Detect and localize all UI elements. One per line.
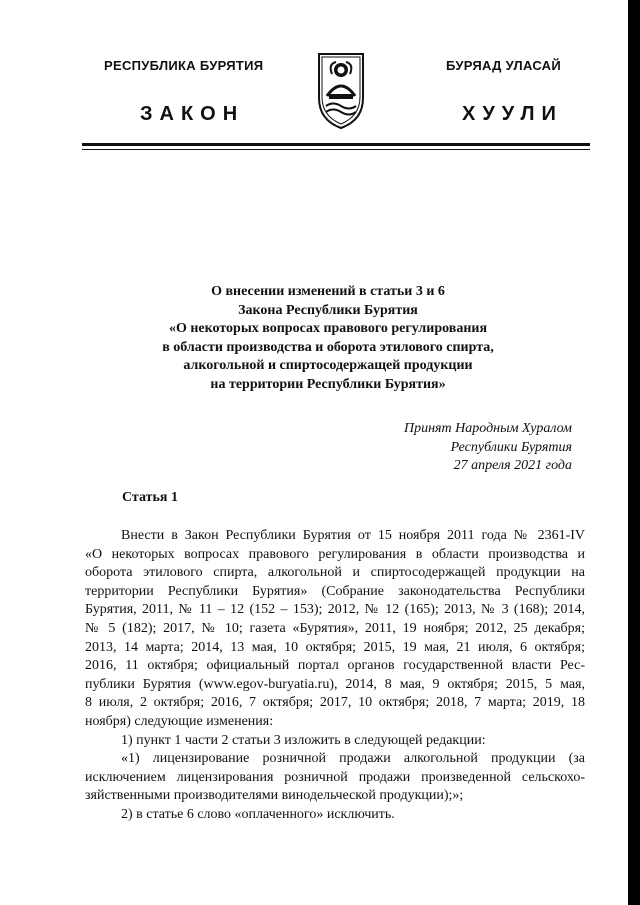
body-line: Бурятия, 2011, № 11 – 12 (152 – 153); 2012, № 12 (165); 2013, № 3 (168); 2014,: [85, 602, 585, 618]
title-line: О внесении изменений в статьи 3 и 6: [211, 284, 445, 299]
body-line: «О некоторых вопросах правового регулирования в области производства и: [85, 546, 585, 562]
law-heading-russian: ЗАКОН: [140, 103, 245, 125]
title-line: Закона Республики Бурятия: [238, 302, 418, 318]
buryatia-coat-of-arms-icon: [316, 50, 366, 132]
body-line: Внести в Закон Республики Бурятия от 15 ноября 2011 года № 2361-IV: [121, 528, 585, 543]
article-heading: Статья 1: [122, 490, 178, 505]
header-divider-thin: [82, 149, 590, 150]
body-line: 2016, 11 октября; официальный портал органов государственной власти Рес-: [85, 658, 585, 674]
body-line: ноября) следующие изменения:: [85, 713, 274, 729]
adoption-note: [404, 420, 572, 476]
body-line: № 5 (182); 2017, № 10; газета «Бурятия», 2011, 19 ноября; 2012, 25 декабря;: [85, 620, 585, 636]
title-line: в области производства и оборота этилового спирта,: [162, 339, 494, 355]
title-line: «О некоторых вопросах правового регулирования: [168, 321, 488, 336]
title-line: алкогольной и спиртосодержащей продукции: [183, 358, 473, 373]
law-title: [100, 283, 556, 394]
body-line: зяйственными производителями винодельческой продукции);»;: [85, 788, 464, 804]
body-line: публики Бурятия (www.egov-buryatia.ru), 2014, 8 мая, 9 октября; 2015, 5 мая,: [85, 676, 585, 692]
republic-name-russian: РЕСПУБЛИКА БУРЯТИЯ: [104, 58, 264, 73]
body-line: оборота этилового спирта, алкогольной и спиртосодержащей продукции на: [85, 565, 585, 581]
body-line: «1) лицензирование розничной продажи алкогольной продукции (за: [121, 751, 585, 767]
body-line: 2013, 14 марта; 2014, 13 мая, 10 октября; 2015, 19 мая, 21 июля, 6 октября;: [85, 639, 585, 655]
body-line: территории Республики Бурятия» (Собрание законодательства Республики: [85, 583, 585, 599]
scan-edge: [628, 0, 640, 905]
republic-name-buryat: БУРЯАД УЛАСАЙ: [446, 58, 562, 73]
title-line: на территории Республики Бурятия»: [210, 376, 446, 392]
header-divider-thick: [82, 143, 590, 146]
law-heading-buryat: ХУУЛИ: [462, 103, 563, 125]
adoption-line: Принят Народным Хуралом: [403, 421, 572, 436]
article-body: [85, 527, 585, 825]
body-line: исключением лицензирования розничной продажи произведенной сельскохо-: [85, 769, 585, 785]
amendment-item-2: 2) в статье 6 слово «оплаченного» исключить.: [121, 806, 395, 822]
adoption-line: Республики Бурятия: [450, 439, 572, 455]
body-line: 8 июля, 2 октября; 2016, 7 октября; 2017, 10 октября; 2018, 7 марта; 2019, 18: [85, 695, 585, 711]
adoption-date: 27 апреля 2021 года: [453, 458, 572, 473]
amendment-item-1: 1) пункт 1 части 2 статьи 3 изложить в следующей редакции:: [121, 732, 486, 748]
